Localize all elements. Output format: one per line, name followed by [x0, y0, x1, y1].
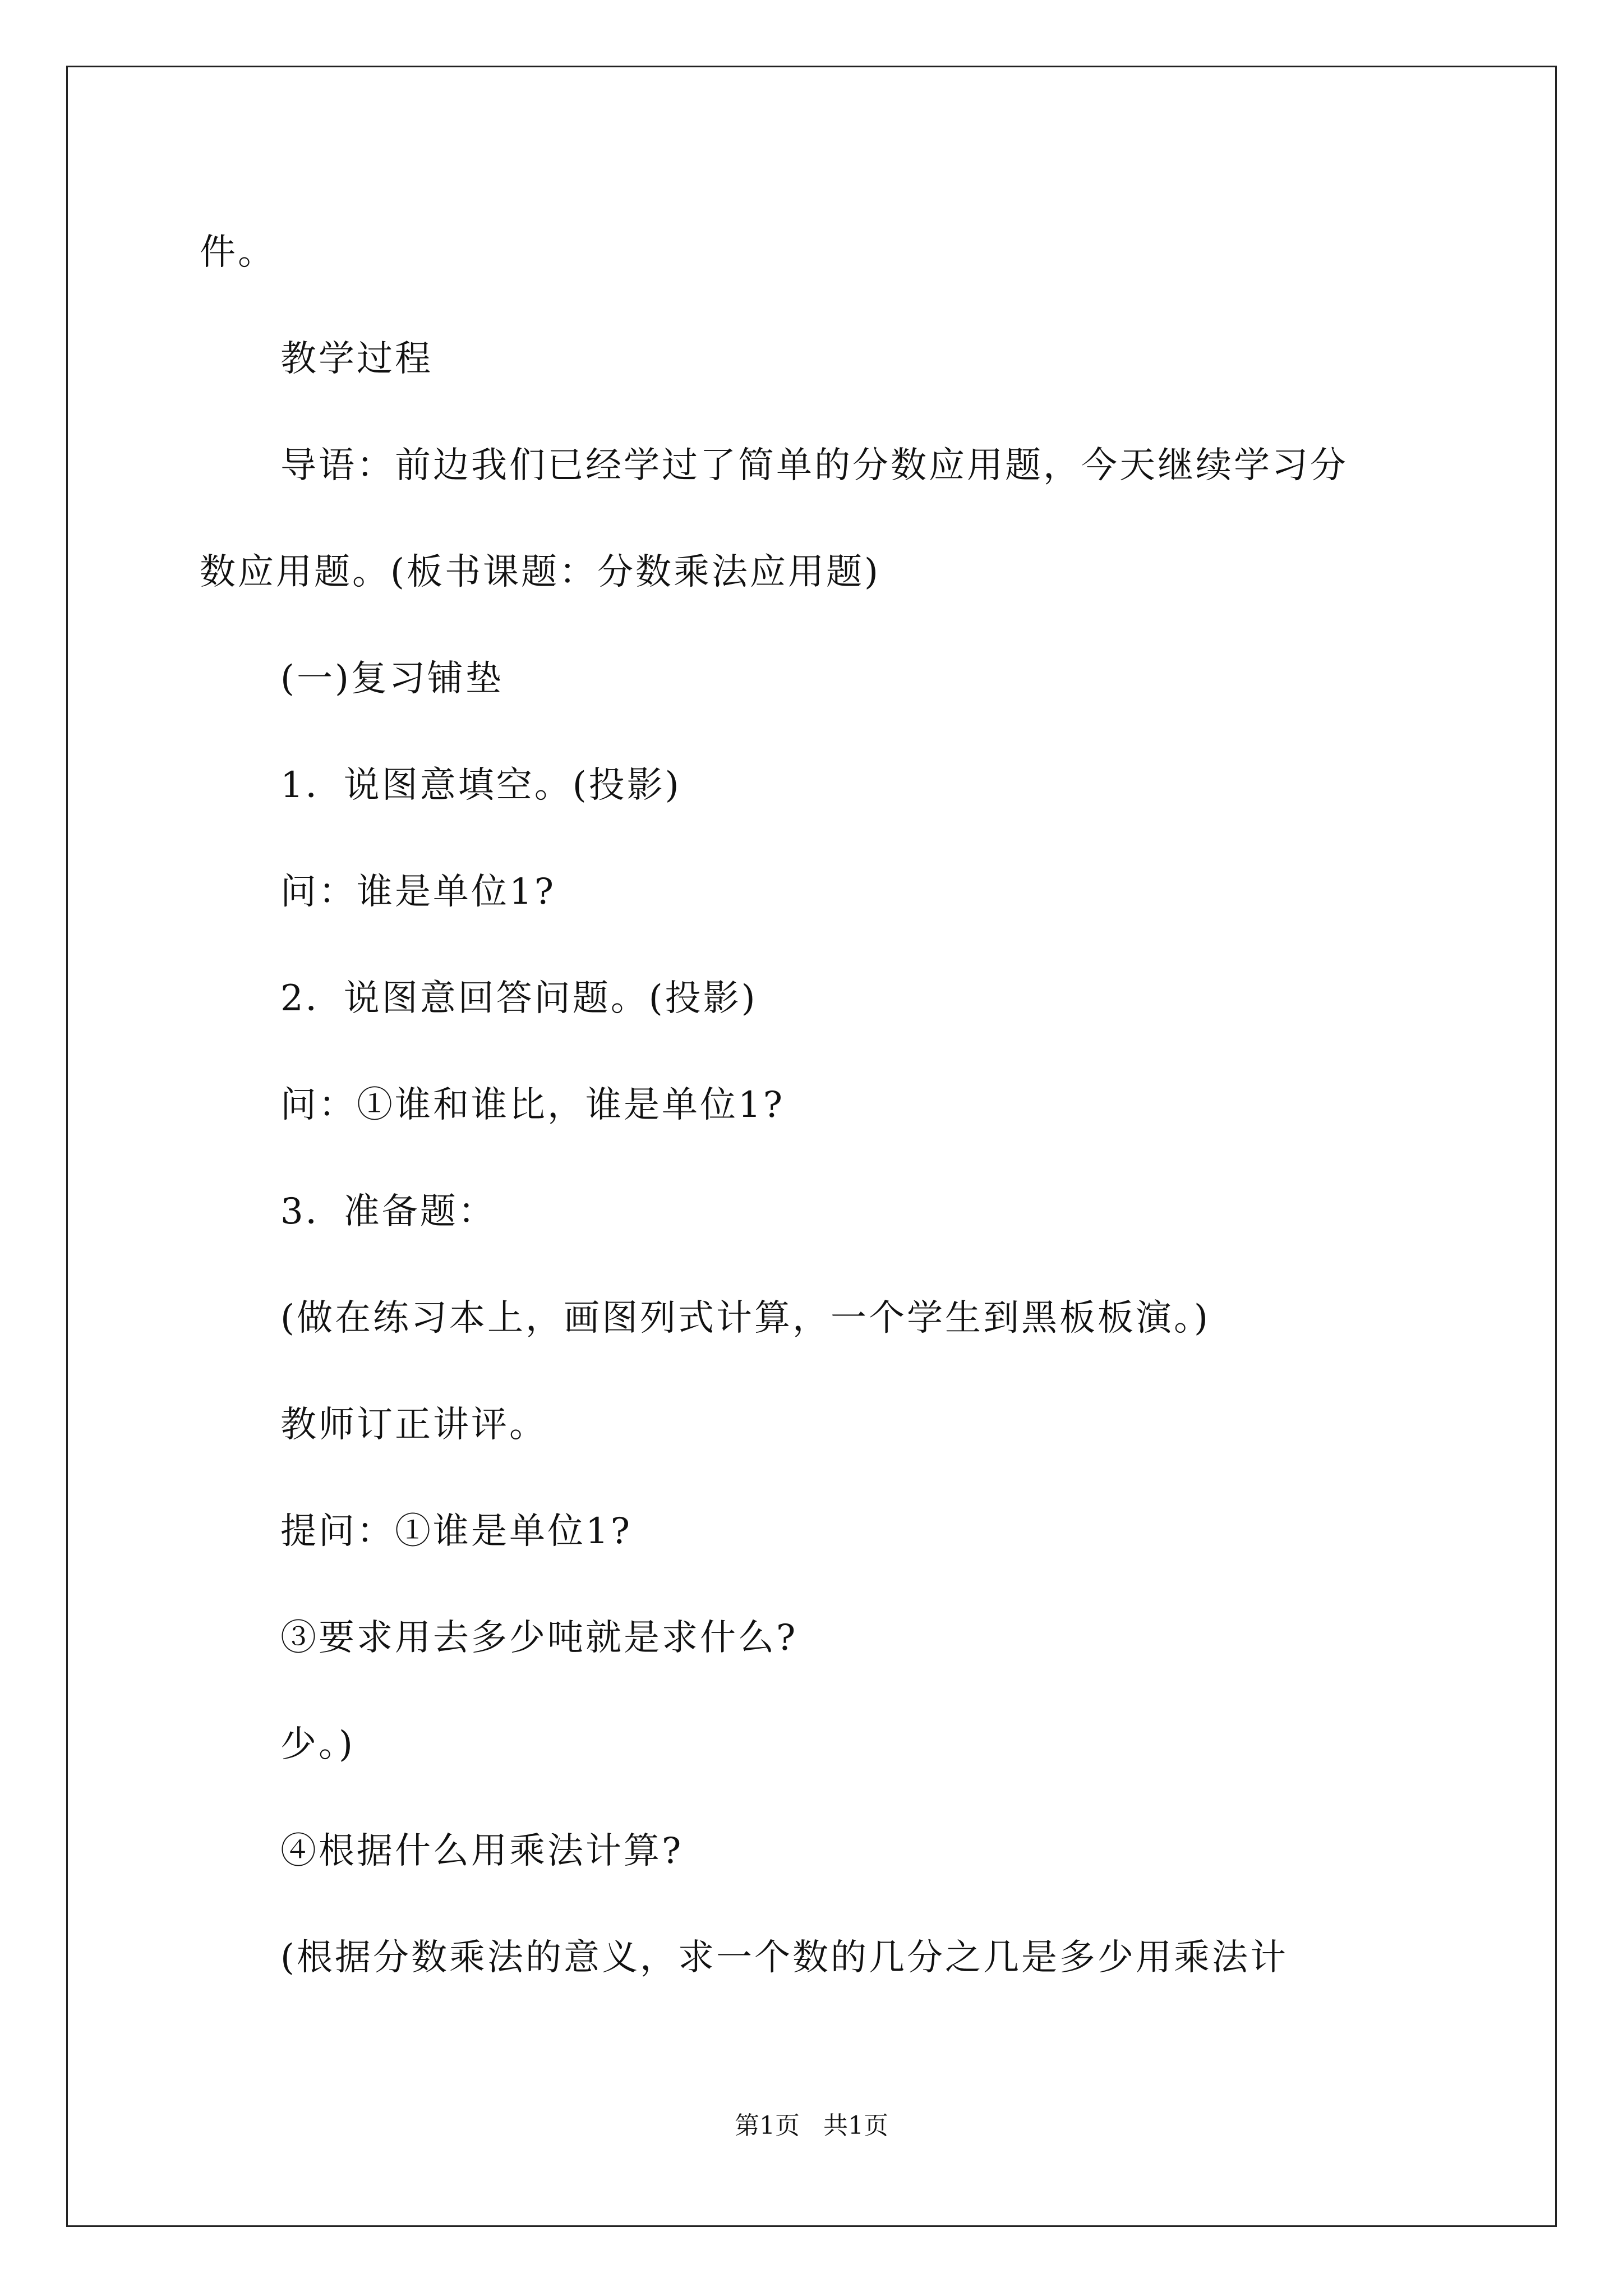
text-line: 导语：前边我们已经学过了简单的分数应用题，今天继续学习分: [280, 445, 1348, 486]
page-border: [66, 66, 1557, 2227]
text-line: ④根据什么用乘法计算?: [280, 1830, 684, 1872]
text-line: 1．说图意填空。(投影): [280, 765, 681, 806]
text-line: 提问：①谁是单位1?: [280, 1511, 633, 1552]
text-line: 问：①谁和谁比，谁是单位1?: [280, 1084, 785, 1126]
text-line: 教师订正讲评。: [280, 1404, 547, 1446]
text-line: (根据分数乘法的意义，求一个数的几分之几是多少用乘法计: [280, 1937, 1288, 1978]
text-line: (一)复习铺垫: [280, 658, 504, 700]
text-line: 3．准备题：: [280, 1191, 496, 1232]
text-line: 数应用题。(板书课题：分数乘法应用题): [200, 551, 880, 593]
page-footer: 第1页 共1页: [735, 2111, 888, 2140]
text-line: 少。): [280, 1724, 355, 1765]
text-line: ③要求用去多少吨就是求什么?: [280, 1617, 798, 1659]
text-line: (做在练习本上，画图列式计算，一个学生到黑板板演。): [280, 1297, 1210, 1339]
text-line: 件。: [200, 232, 276, 273]
text-line: 2．说图意回答问题。(投影): [280, 978, 758, 1019]
text-line: 问：谁是单位1?: [280, 871, 556, 913]
text-line: 教学过程: [280, 338, 433, 380]
